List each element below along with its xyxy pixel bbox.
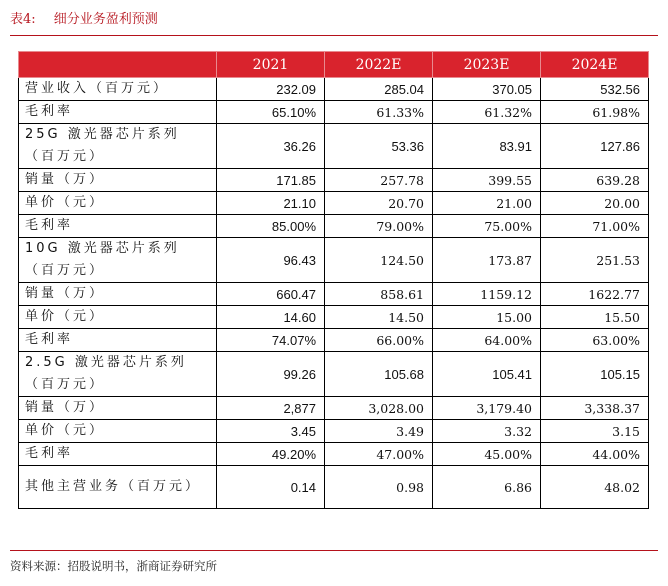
table-row <box>19 238 649 283</box>
table-cell: 53.36 <box>325 124 433 169</box>
table-cell: 96.43 <box>217 238 325 283</box>
table-cell: 3,028.00 <box>325 397 433 420</box>
footer-divider <box>10 550 658 551</box>
row-label: 10G 激光器芯片系列（百万元） <box>19 238 217 283</box>
row-label: 销量（万） <box>19 169 217 192</box>
table-cell: 65.10% <box>217 101 325 124</box>
table-row <box>19 352 649 397</box>
table-cell: 64.00% <box>433 329 541 352</box>
table-cell: 61.33% <box>325 101 433 124</box>
header-2024e: 2024E <box>541 52 649 78</box>
table-cell: 6.86 <box>433 466 541 509</box>
caption-number: 表4: <box>10 12 36 27</box>
table-row <box>19 101 649 124</box>
header-2023e: 2023E <box>433 52 541 78</box>
table-row <box>19 124 649 169</box>
table-cell: 3.49 <box>325 420 433 443</box>
table-row <box>19 306 649 329</box>
table-caption <box>10 8 158 27</box>
table-row <box>19 192 649 215</box>
table-cell: 20.70 <box>325 192 433 215</box>
table-row <box>19 215 649 238</box>
table-row <box>19 329 649 352</box>
table-cell: 532.56 <box>541 78 649 101</box>
table-cell: 71.00% <box>541 215 649 238</box>
table-cell: 285.04 <box>325 78 433 101</box>
header-row <box>19 52 649 78</box>
table-cell: 21.10 <box>217 192 325 215</box>
row-label: 单价（元） <box>19 192 217 215</box>
table-cell: 660.47 <box>217 283 325 306</box>
table-row <box>19 283 649 306</box>
table-cell: 45.00% <box>433 443 541 466</box>
caption-title: 细分业务盈利预测 <box>53 12 158 27</box>
table-cell: 3.45 <box>217 420 325 443</box>
table-cell: 75.00% <box>433 215 541 238</box>
table-cell: 124.50 <box>325 238 433 283</box>
row-label: 25G 激光器芯片系列（百万元） <box>19 124 217 169</box>
table-cell: 1159.12 <box>433 283 541 306</box>
forecast-table <box>18 51 649 509</box>
table-cell: 173.87 <box>433 238 541 283</box>
row-label: 销量（万） <box>19 283 217 306</box>
table-cell: 48.02 <box>541 466 649 509</box>
table-cell: 105.15 <box>541 352 649 397</box>
row-label: 毛利率 <box>19 329 217 352</box>
table-cell: 21.00 <box>433 192 541 215</box>
table-cell: 66.00% <box>325 329 433 352</box>
row-label: 毛利率 <box>19 215 217 238</box>
row-label: 营业收入（百万元） <box>19 78 217 101</box>
row-label: 毛利率 <box>19 443 217 466</box>
table-row <box>19 466 649 509</box>
table-cell: 14.50 <box>325 306 433 329</box>
table-cell: 399.55 <box>433 169 541 192</box>
table-cell: 232.09 <box>217 78 325 101</box>
table-cell: 1622.77 <box>541 283 649 306</box>
table-row <box>19 397 649 420</box>
table-cell: 79.00% <box>325 215 433 238</box>
row-label: 2.5G 激光器芯片系列（百万元） <box>19 352 217 397</box>
table-row <box>19 169 649 192</box>
table-cell: 105.68 <box>325 352 433 397</box>
table-cell: 74.07% <box>217 329 325 352</box>
table-cell: 858.61 <box>325 283 433 306</box>
table-cell: 20.00 <box>541 192 649 215</box>
header-corner <box>19 52 217 78</box>
table-cell: 47.00% <box>325 443 433 466</box>
row-label: 销量（万） <box>19 397 217 420</box>
table-cell: 105.41 <box>433 352 541 397</box>
row-label: 毛利率 <box>19 101 217 124</box>
table-cell: 3,338.37 <box>541 397 649 420</box>
caption-divider <box>10 35 658 36</box>
table-cell: 44.00% <box>541 443 649 466</box>
table-cell: 61.32% <box>433 101 541 124</box>
table-cell: 61.98% <box>541 101 649 124</box>
table-cell: 83.91 <box>433 124 541 169</box>
table-cell: 36.26 <box>217 124 325 169</box>
header-2021: 2021 <box>217 52 325 78</box>
table-cell: 2,877 <box>217 397 325 420</box>
table-cell: 127.86 <box>541 124 649 169</box>
table-cell: 171.85 <box>217 169 325 192</box>
table-row <box>19 443 649 466</box>
table-cell: 85.00% <box>217 215 325 238</box>
table-cell: 251.53 <box>541 238 649 283</box>
row-label: 单价（元） <box>19 306 217 329</box>
table-cell: 3.15 <box>541 420 649 443</box>
table-cell: 639.28 <box>541 169 649 192</box>
table-cell: 63.00% <box>541 329 649 352</box>
header-2022e: 2022E <box>325 52 433 78</box>
table-cell: 0.14 <box>217 466 325 509</box>
table-cell: 370.05 <box>433 78 541 101</box>
row-label: 其他主营业务（百万元） <box>19 466 217 509</box>
table-cell: 14.60 <box>217 306 325 329</box>
table-cell: 3.32 <box>433 420 541 443</box>
row-label: 单价（元） <box>19 420 217 443</box>
table-body <box>19 78 649 509</box>
table-cell: 49.20% <box>217 443 325 466</box>
table-cell: 0.98 <box>325 466 433 509</box>
table-cell: 257.78 <box>325 169 433 192</box>
table-row <box>19 420 649 443</box>
table-cell: 15.50 <box>541 306 649 329</box>
table-row <box>19 78 649 101</box>
table-cell: 15.00 <box>433 306 541 329</box>
source-note: 资料来源：招股说明书，浙商证券研究所 <box>10 559 217 573</box>
table-cell: 3,179.40 <box>433 397 541 420</box>
table-cell: 99.26 <box>217 352 325 397</box>
